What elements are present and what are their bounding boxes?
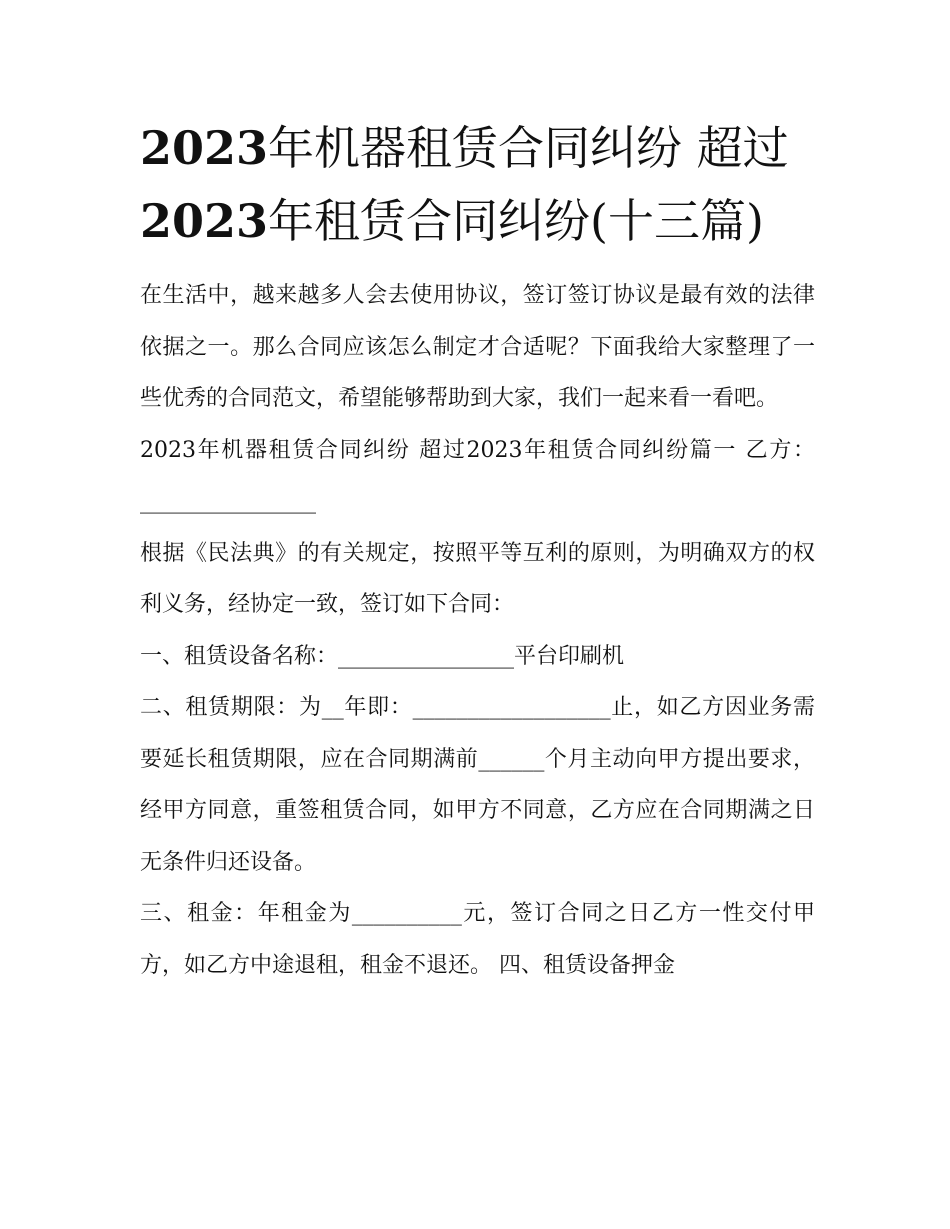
title-text-1: 年机器租赁合同纠纷 超过 [268,121,789,175]
document-page [140,112,815,991]
intro-paragraph: 在生活中，越来越多人会去使用协议，签订签订协议是最有效的法律依据之一。那么合同应该怎么制定才合适呢？下面我给大家整理了一些优秀的合同范文，希望能够帮助到大家，我们一起来看一看吧。 [140,283,815,411]
title-text-2: 年租赁合同纠纷(十三篇) [268,194,764,248]
title-year-2: 2023 [140,194,269,248]
clause-1-equipment-name: 一、租赁设备名称：________________平台印刷机 [140,643,625,669]
clause-3-rent: 三、租金：年租金为__________元，签订合同之日乙方一性交付甲方，如乙方中途退租，租金不退还。 四、租赁设备押金 [140,901,815,978]
clause-2-lease-term: 二、租赁期限：为__年即：__________________止，如乙方因业务需要延长租赁期限，应在合同期满前______个月主动向甲方提出要求，经甲方同意，重签租赁合同，如甲方不同意，乙方应在合同期满之日无条件归还设备。 [140,695,815,875]
basis-paragraph: 根据《民法典》的有关规定，按照平等互利的原则，为明确双方的权利义务，经协定一致，签订如下合同： [140,540,815,617]
document-title [140,112,815,258]
section-heading-paragraph: 2023年机器租赁合同纠纷 超过2023年租赁合同纠纷篇一 乙方：________________ [140,437,815,514]
title-year-1: 2023 [140,121,269,175]
